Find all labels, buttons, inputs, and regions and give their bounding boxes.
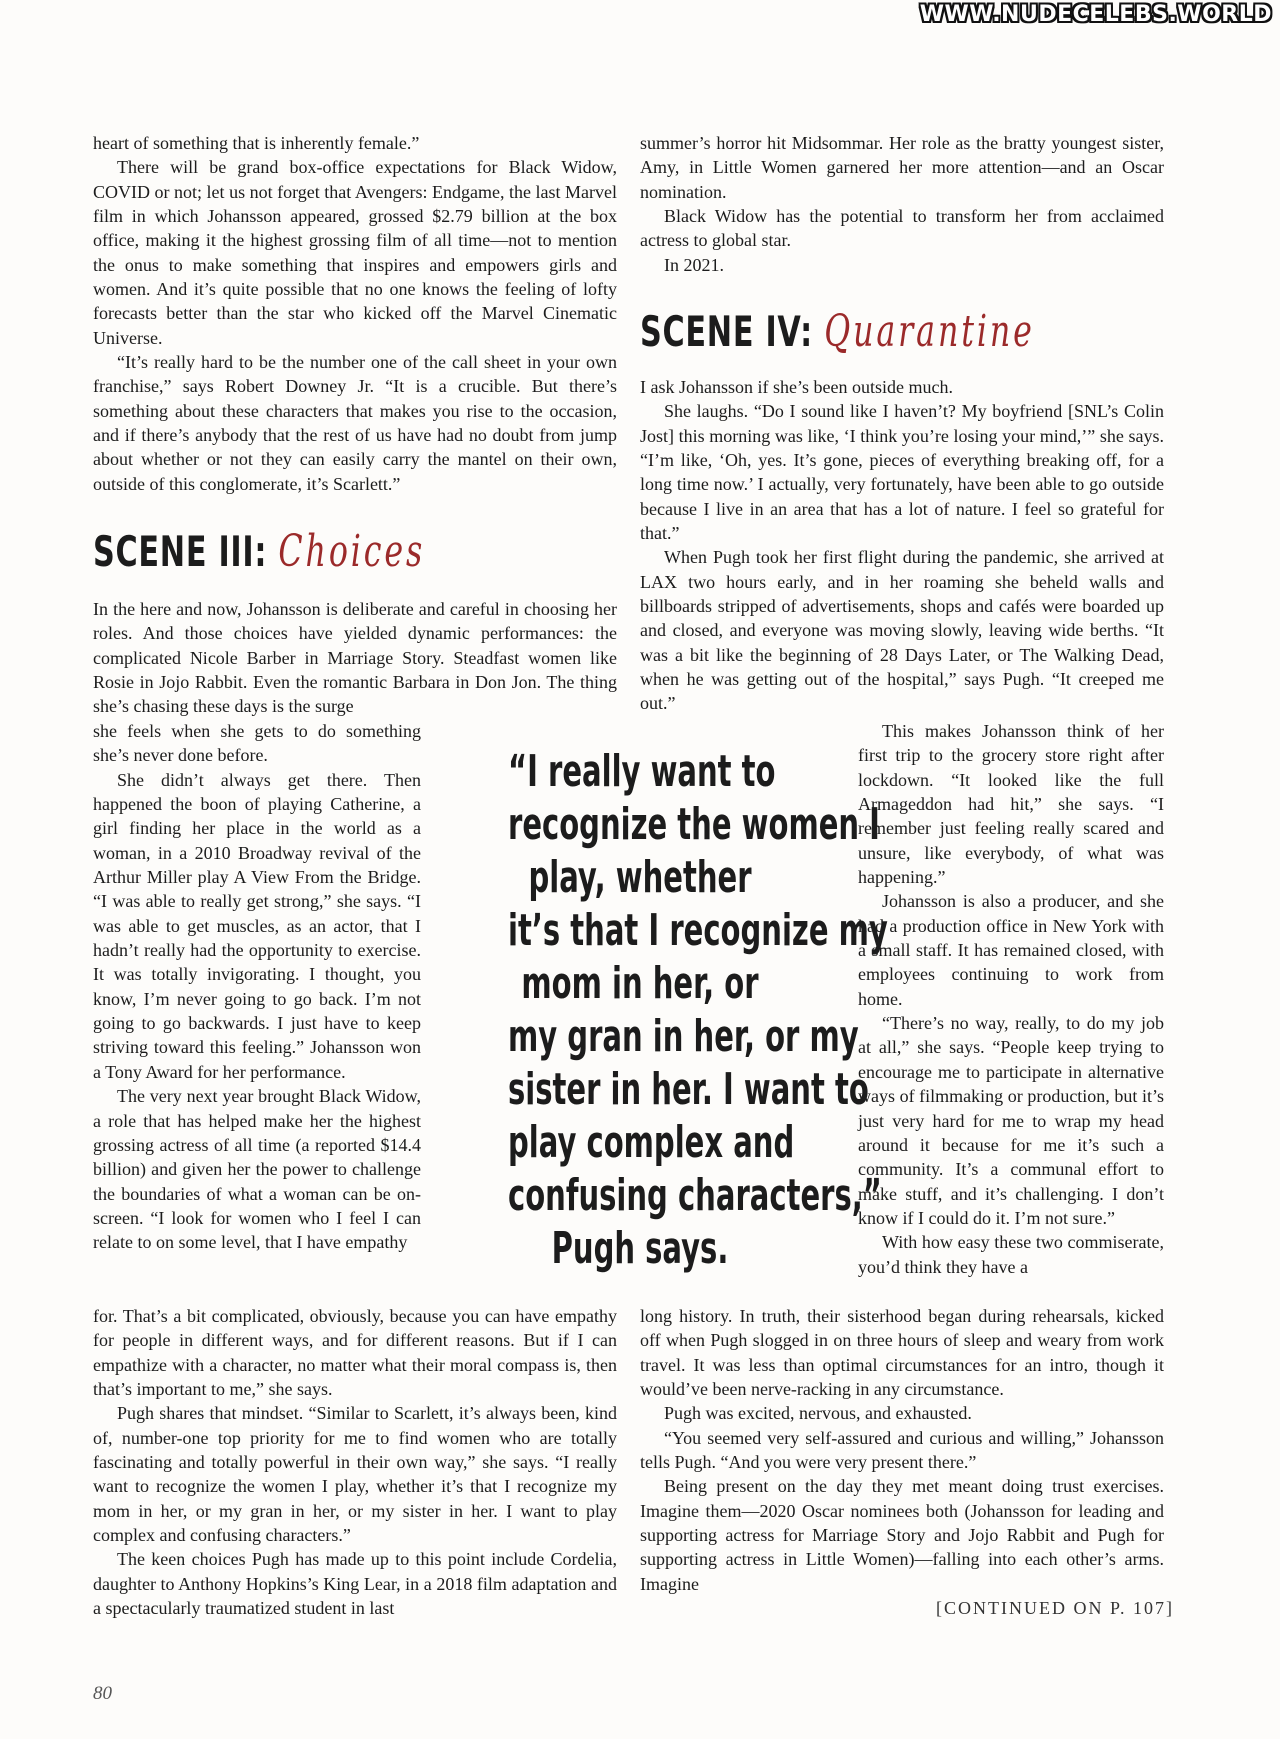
pull-quote-line: confusing characters,”	[508, 1170, 882, 1221]
left-column-narrow	[93, 719, 421, 1255]
paragraph: In the here and now, Johansson is deliberate and careful in choosing her roles. And those choices have yielded dynamic performances: the complicated Nicole Barber in Marriage Story. Steadfast women like Rosie in Jojo Rabbit. Even the romantic Barbara in Don Jon. The thing she’s chasing these days is the surge	[93, 599, 617, 717]
pull-quote	[440, 745, 888, 1275]
pull-quote-line: play complex and	[508, 1117, 795, 1168]
paragraph: long history. In truth, their sisterhood began during rehearsals, kicked off when Pugh slogged in on three hours of sleep and weary from work travel. It was less than optimal circumstances for an intro, though it would’ve been nerve-racking in any circumstance.	[640, 1306, 1164, 1400]
paragraph: Pugh shares that mindset. “Similar to Scarlett, it’s always been, kind of, number-one top priority for me to find women who are totally fascinating and totally powerful in their own way,” she says. “I really want to recognize the women I play, whether it’s that I recognize my mom in her, or my gran in her, or my sister in her. I want to play complex and confusing characters.”	[93, 1403, 617, 1546]
paragraph: She didn’t always get there. Then happened the boon of playing Catherine, a girl finding her place in the world as a woman, in a 2010 Broadway revival of the Arthur Miller play A View From the Bridge. “I was able to really get strong,” she says. “I was able to get muscles, as an actor, that I hadn’t really had the opportunity to exercise. It was totally invigorating. I thought, you know, I’m never going to go back. I’m not going to go backwards. I just have to keep striving toward this feeling.” Johansson won a Tony Award for her performance.	[93, 769, 421, 1082]
paragraph: With how easy these two commiserate, you’d think they have a	[858, 1232, 1164, 1277]
paragraph: In 2021.	[664, 254, 724, 275]
paragraph: for. That’s a bit complicated, obviously, because you can have empathy for people in different ways, and for different reasons. But if I can empathize with a character, no matter what their moral compass is, then that’s important to me,” she says.	[93, 1306, 617, 1400]
paragraph: She laughs. “Do I sound like I haven’t? My boyfriend [SNL’s Colin Jost] this morning was like, ‘I think you’re losing your mind,’” she says. “I’m like, ‘Oh, yes. It’s gone, pieces of everything breaking off, for a long time now.’ I actually, very fortunately, have been able to go outside because I live in an area that has a lot of nature. I feel so grateful for that.”	[640, 401, 1164, 544]
paragraph: There will be grand box-office expectations for Black Widow, COVID or not; let us not forget that Avengers: Endgame, the last Marvel film in which Johansson appeared, grossed $2.79 billion at the box office, making it the highest grossing film of all time—not to mention the onus to make something that inspires and empowers girls and women. And it’s quite possible that no one knows the feeling of lofty forecasts better than the star who kicked off the Marvel Cinematic Universe.	[93, 157, 617, 348]
scene-heading-3	[93, 526, 425, 577]
paragraph: The very next year brought Black Widow, a role that has helped make her the highest grossing actress of all time (a reported $14.4 billion) and given her the power to challenge the boundaries of what a woman can be on-screen. “I look for women who I feel I can relate to on some level, that I have empathy	[93, 1086, 421, 1253]
left-column-bottom	[93, 1304, 617, 1620]
scene3-intro	[93, 597, 617, 719]
right-column-narrow	[858, 719, 1164, 1279]
paragraph: heart of something that is inherently female.”	[93, 133, 420, 153]
right-column-top	[640, 131, 1164, 277]
page-number: 80	[93, 1683, 112, 1704]
paragraph: I ask Johansson if she’s been outside much.	[640, 377, 953, 397]
paragraph: she feels when she gets to do something she’s never done before.	[93, 721, 421, 766]
paragraph: “You seemed very self-assured and curious and willing,” Johansson tells Pugh. “And you were very present there.”	[640, 1427, 1164, 1473]
pull-quote-line: Pugh says.	[551, 1223, 729, 1274]
paragraph: Black Widow has the potential to transform her from acclaimed actress to global star.	[640, 206, 1164, 251]
paragraph: The keen choices Pugh has made up to this point include Cordelia, daughter to Anthony Hopkins’s King Lear, in a 2018 film adaptation and a spectacularly traumatized student in last	[93, 1549, 617, 1619]
paragraph: When Pugh took her first flight during the pandemic, she arrived at LAX two hours early, and in her roaming she beheld walls and billboards stripped of advertisements, shops and cafés were boarded up and closed, and everyone was moving slowly, leaving wide berths. “It was a bit like the beginning of 28 Days Later, or The Walking Dead, when he was getting out of the hospital,” says Pugh. “It creeped me out.”	[640, 547, 1164, 714]
scene-label: SCENE IV:	[640, 307, 814, 356]
pull-quote-line: play, whether	[528, 852, 752, 903]
paragraph: summer’s horror hit Midsommar. Her role as the bratty youngest sister, Amy, in Little Women garnered her more attention—and an Oscar nomination.	[640, 133, 1164, 202]
right-column-bottom	[640, 1304, 1164, 1596]
pull-quote-line: it’s that I recognize my	[508, 905, 888, 956]
paragraph: Pugh was excited, nervous, and exhausted.	[664, 1403, 972, 1424]
paragraph: This makes Johansson think of her first trip to the grocery store right after lockdown. “It looked like the full Armageddon had hit,” she says. “I remember just feeling really scared and unsure, like everybody, of what was happening.”	[858, 721, 1164, 888]
paragraph: “There’s no way, really, to do my job at all,” she says. “People keep trying to encourage me to participate in alternative ways of filmmaking or production, but it’s just very hard for me to wrap my head around it because for me it’s such a community. It’s a communal effort to make stuff, and it’s challenging. I don’t know if I could do it. I’m not sure.”	[858, 1013, 1164, 1228]
right-column-mid	[640, 375, 1164, 716]
scene-label: SCENE III:	[93, 527, 268, 576]
pull-quote-line: my gran in her, or my	[508, 1011, 859, 1062]
paragraph: “It’s really hard to be the number one of the call sheet in your own franchise,” says Robert Downey Jr. “It is a crucible. But there’s something about these characters that makes you rise to the occasion, and if there’s anybody that the rest of us have had no doubt from jump about whether or not they can easily carry the mantel on their own, outside of this conglomerate, it’s Scarlett.”	[93, 352, 617, 494]
pull-quote-line: recognize the women I	[508, 799, 880, 850]
watermark-text: WWW.NUDECELEBS.WORLD	[919, 2, 1272, 27]
scene-script-title: Choices	[278, 526, 426, 577]
scene-heading-4	[640, 306, 1035, 357]
pull-quote-line: mom in her, or	[521, 958, 759, 1009]
continued-note: [CONTINUED ON P. 107]	[936, 1598, 1174, 1618]
paragraph: Johansson is also a producer, and she had a production office in New York with a small staff. It has remained closed, with employees continuing to work from home.	[858, 891, 1164, 1009]
pull-quote-line: “I really want to	[508, 746, 776, 797]
pull-quote-line: sister in her. I want to	[508, 1064, 869, 1115]
left-column-top	[93, 131, 617, 496]
scene-script-title: Quarantine	[824, 306, 1035, 357]
paragraph: Being present on the day they met meant doing trust exercises. Imagine them—2020 Oscar nominees both (Johansson for leading and supporting actress for Marriage Story and Jojo Rabbit and Pugh for supporting actress in Little Women)—falling into each other’s arms. Imagine	[640, 1476, 1164, 1594]
